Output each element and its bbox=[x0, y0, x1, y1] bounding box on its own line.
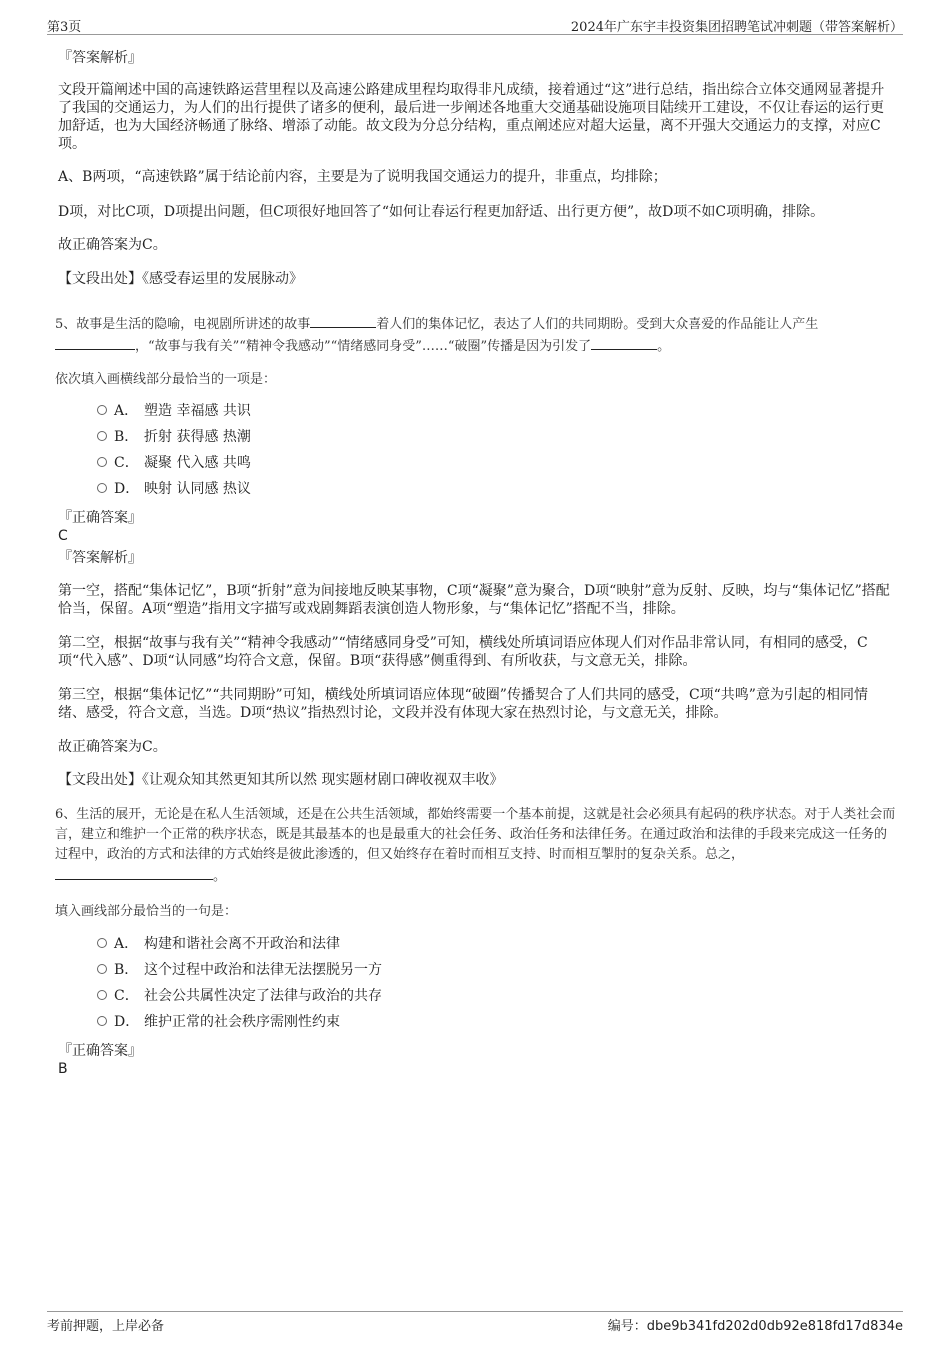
q5-answer-label: 『正确答案』 bbox=[58, 510, 142, 526]
q6-instruction: 填入画线部分最恰当的一句是： bbox=[55, 904, 238, 919]
q6-option-d[interactable]: D． 维护正常的社会秩序需刚性约束 bbox=[97, 1012, 340, 1032]
q5-option-d[interactable]: D． 映射 认同感 热议 bbox=[97, 479, 251, 499]
q5-conclusion: 故正确答案为C。 bbox=[58, 739, 167, 755]
page-header bbox=[47, 14, 903, 35]
q6-option-c[interactable]: C． 社会公共属性决定了法律与政治的共存 bbox=[97, 986, 382, 1006]
q5-option-a[interactable]: A． 塑造 幸福感 共识 bbox=[97, 401, 251, 421]
radio-icon[interactable] bbox=[97, 405, 107, 415]
q4-analysis-paragraph: 文段开篇阐述中国的高速铁路运营里程以及高速公路建成里程均取得非凡成绩，接着通过“这”进行总结，指出综合立体交通网显著提升了我国的交通运力，为人们的出行提供了诸多的便利，最后进一步阐述各地重大交通基础设施项目陆续开工建设，不仅让春运的运行更加舒适，也为大国经济畅通了脉络、增添了动能。故文段为分总分结构，重点阐述应对超大运量，离不开强大交通运力的支撑，对应C项。 bbox=[58, 82, 885, 152]
radio-icon[interactable] bbox=[97, 964, 107, 974]
q5-analysis-blank3: 第三空，根据“集体记忆”“共同期盼”可知，横线处所填词语应体现“破圈”传播契合了人们共同的感受，C项“共鸣”意为引起的相同情绪、感受，符合文意，当选。D项“热议”指热烈讨论，文段并没有体现大家在热烈讨论，与文意无关，排除。 bbox=[58, 687, 868, 721]
blank-2 bbox=[55, 335, 135, 350]
q5-instruction: 依次填入画横线部分最恰当的一项是： bbox=[55, 372, 277, 387]
q6-answer-label: 『正确答案』 bbox=[58, 1043, 142, 1059]
q6-option-a[interactable]: A． 构建和谐社会离不开政治和法律 bbox=[97, 934, 340, 954]
document-title: 2024年广东宇丰投资集团招聘笔试冲刺题（带答案解析） bbox=[570, 20, 903, 35]
radio-icon[interactable] bbox=[97, 1016, 107, 1026]
q5-source: 【文段出处】《让观众知其然更知其所以然 现实题材剧口碑收视双丰收》 bbox=[58, 772, 504, 788]
blank-1 bbox=[310, 313, 376, 328]
blank-1 bbox=[55, 865, 213, 880]
footer-slogan: 考前押题，上岸必备 bbox=[47, 1319, 165, 1334]
q4-analysis-d: D项，对比C项，D项提出问题，但C项很好地回答了“如何让春运行程更加舒适、出行更方便”，故D项不如C项明确，排除。 bbox=[58, 204, 825, 220]
page-footer bbox=[47, 1311, 903, 1336]
q5-answer: C bbox=[58, 528, 68, 544]
q6-answer: B bbox=[58, 1061, 68, 1077]
q4-conclusion: 故正确答案为C。 bbox=[58, 237, 167, 253]
page-number: 第3页 bbox=[47, 20, 82, 35]
q6-option-b[interactable]: B． 这个过程中政治和法律无法摆脱另一方 bbox=[97, 960, 382, 980]
q5-option-b[interactable]: B． 折射 获得感 热潮 bbox=[97, 427, 251, 447]
radio-icon[interactable] bbox=[97, 990, 107, 1000]
q5-option-c[interactable]: C． 凝聚 代入感 共鸣 bbox=[97, 453, 251, 473]
document-code: 编号：dbe9b341fd202d0db92e818fd17d834e bbox=[607, 1319, 903, 1334]
q4-source: 【文段出处】《感受春运里的发展脉动》 bbox=[58, 271, 303, 287]
q5-analysis-blank1: 第一空，搭配“集体记忆”，B项“折射”意为间接地反映某事物，C项“凝聚”意为聚合，D项“映射”意为反射、反映，均与“集体记忆”搭配恰当，保留。A项“塑造”指用文字描写或戏剧舞蹈表演创造人物形象，与“集体记忆”搭配不当，排除。 bbox=[58, 583, 890, 617]
q4-analysis-ab: A、B两项，“高速铁路”属于结论前内容，主要是为了说明我国交通运力的提升，非重点，均排除； bbox=[58, 169, 667, 185]
q5-analysis-label: 『答案解析』 bbox=[58, 550, 142, 566]
blank-3 bbox=[591, 335, 657, 350]
radio-icon[interactable] bbox=[97, 483, 107, 493]
radio-icon[interactable] bbox=[97, 938, 107, 948]
radio-icon[interactable] bbox=[97, 431, 107, 441]
q4-analysis-label: 『答案解析』 bbox=[58, 50, 142, 66]
q6-question: 6、生活的展开，无论是在私人生活领域，还是在公共生活领域，都始终需要一个基本前提，这就是社会必须具有起码的秩序状态。对于人类社会而言，建立和维护一个正常的秩序状态，既是其最基本的也是最重大的社会任务、政治任务和法律任务。在通过政治和法律的手段来完成这一任务的过程中，政治的方式和法律的方式始终是彼此渗透的，但又始终存在着时而相互支持、时而相互掣肘的复杂关系。总之，。 bbox=[55, 807, 896, 884]
q5-question: 5、故事是生活的隐喻，电视剧所讲述的故事 着人们的集体记忆，表达了人们的共同期盼。受到大众喜爱的作品能让人产生 ，“故事与我有关”“精神令我感动”“情绪感同身受”……“破圈”传播是因为引发了 。 bbox=[55, 313, 897, 357]
radio-icon[interactable] bbox=[97, 457, 107, 467]
q5-analysis-blank2: 第二空，根据“故事与我有关”“精神令我感动”“情绪感同身受”可知，横线处所填词语应体现人们对作品非常认同，有相同的感受，C项“代入感”、D项“认同感”均符合文意，保留。B项“获得感”侧重得到、有所收获，与文意无关，排除。 bbox=[58, 635, 868, 669]
